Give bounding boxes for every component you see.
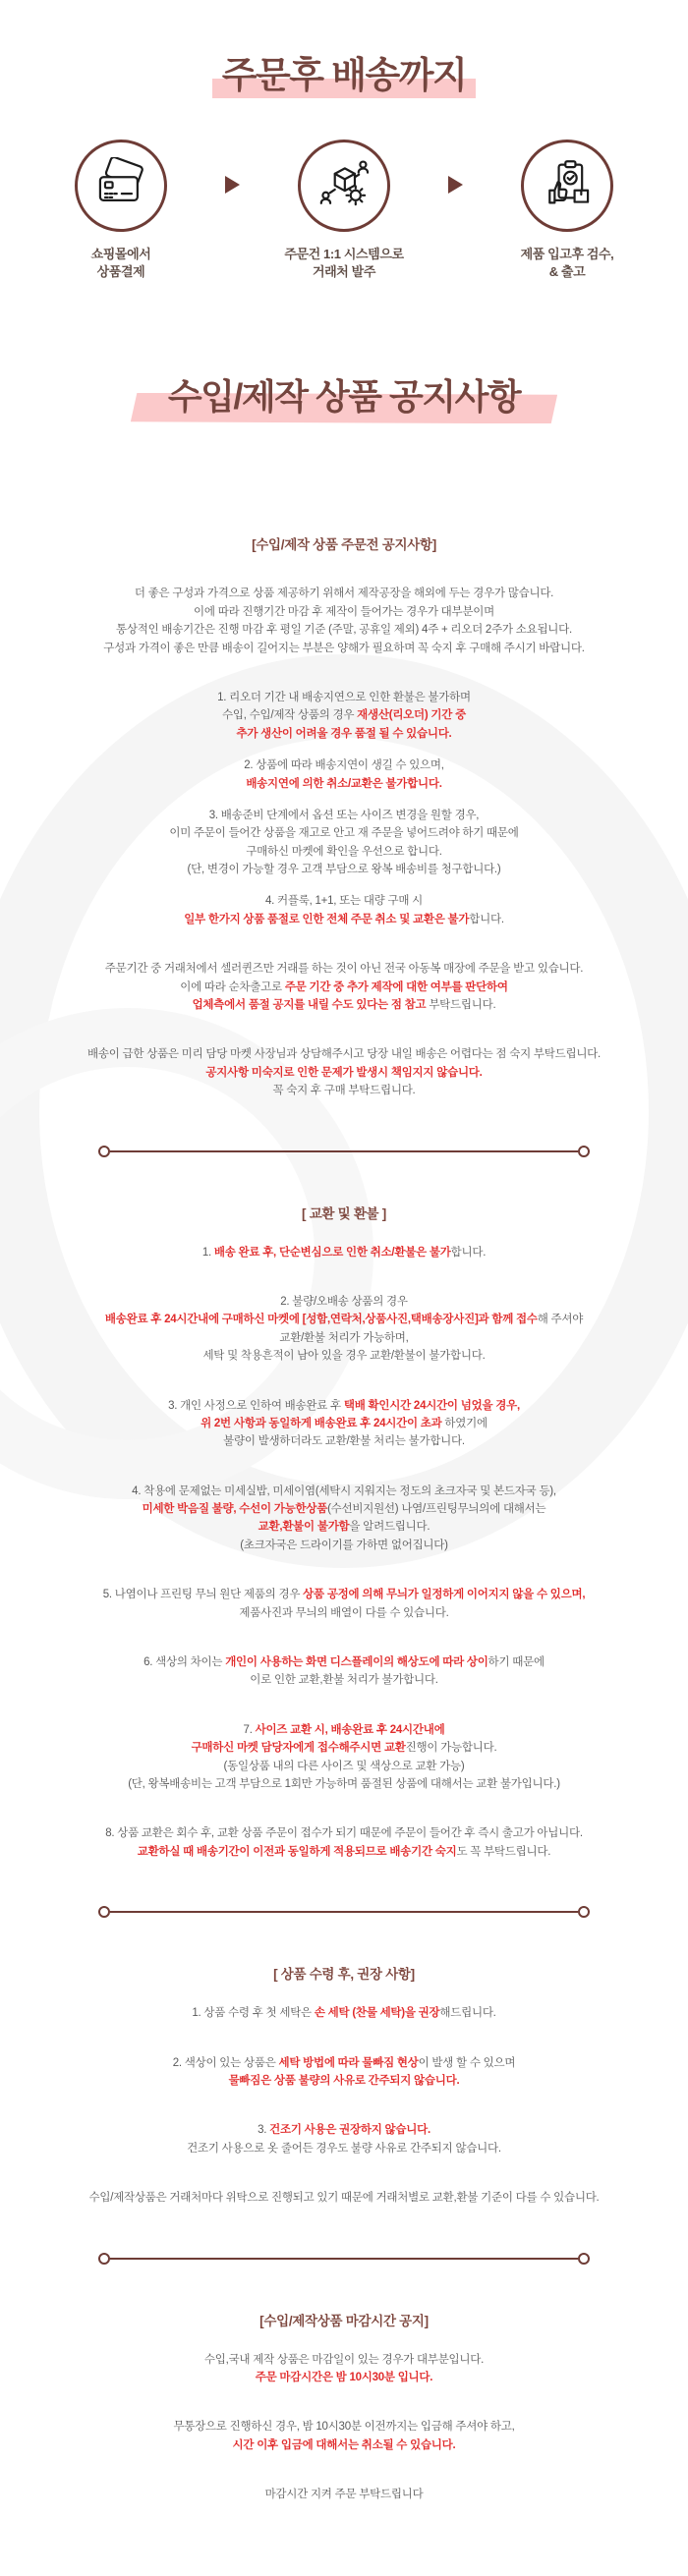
notice-paragraph	[24, 1824, 664, 1861]
body-text: 무통장으로 진행하신 경우, 밤 10시30분 이전까지는 입금해 주셔야 하고,	[173, 2421, 515, 2434]
notice-paragraph	[24, 2351, 664, 2387]
divider-endpoint-dot	[98, 2253, 110, 2265]
section-heading: [수입/제작상품 마감시간 공지]	[259, 2313, 429, 2328]
body-text: 이 발생 할 수 있으며	[418, 2056, 516, 2069]
body-text: 해 주셔야	[537, 1314, 584, 1326]
body-text: 5. 나염이나 프린팅 무늬 원단 제품의 경우	[102, 1589, 304, 1601]
emphasis-red-text: 손 세탁 (찬물 세탁)을 권장	[314, 2007, 440, 2020]
body-text: (단, 변경이 가능할 경우 고객 부담으로 왕복 배송비를 청구합니다.)	[187, 864, 501, 876]
body-text: 이에 따라 순차출고로	[180, 980, 285, 993]
emphasis-red-text: 추가 생산이 어려울 경우 품절 될 수 있습니다.	[236, 727, 452, 740]
notice-paragraph	[24, 689, 664, 743]
body-text: 7.	[243, 1723, 256, 1736]
step-label: 주문건 1:1 시스템으로 거래처 발주	[284, 247, 404, 280]
divider-line	[110, 2258, 578, 2260]
body-text: 2. 상품에 따라 배송지연이 생길 수 있으며,	[244, 759, 444, 772]
section-heading: [ 교환 및 환불 ]	[302, 1205, 386, 1221]
body-text: 더 좋은 구성과 가격으로 상품 제공하기 위해서 제작공장을 해외에 두는 경우가 많습니다.	[134, 588, 554, 600]
body-text: 3.	[258, 2124, 270, 2137]
body-text: 4. 착용에 문제없는 미세실밥, 미세이염(세탁시 지워지는 정도의 초크자국 및 본드자국 등),	[132, 1484, 556, 1497]
step-circle	[521, 140, 613, 232]
notice-paragraph	[24, 2418, 664, 2454]
body-text: (초크자국은 드라이기를 가하면 없어집니다)	[240, 1539, 448, 1551]
body-text: 하였기에	[441, 1417, 487, 1429]
notice-paragraph	[24, 1483, 664, 1555]
divider-endpoint-dot	[578, 2253, 590, 2265]
notice-paragraph	[24, 2004, 664, 2022]
divider-endpoint-dot	[98, 1906, 110, 1918]
body-text: 건조기 사용으로 옷 줄어든 경우도 불량 사유로 간주되지 않습니다.	[187, 2142, 501, 2155]
body-text: 8. 상품 교환은 회수 후, 교환 상품 주문이 접수가 되기 때문에 주문이 들어간 후 즉시 출고가 아닙니다.	[105, 1827, 583, 1840]
body-text: 1.	[201, 1246, 214, 1259]
divider-line	[110, 1911, 578, 1913]
body-text: (동일상품 내의 다른 사이즈 및 색상으로 교환 가능)	[223, 1760, 465, 1772]
page-title-text: 주문후 배송까지	[212, 55, 476, 98]
section-heading: [ 상품 수령 후, 권장 사항]	[273, 1967, 415, 1983]
notice-page	[0, 45, 688, 2576]
emphasis-red-text: 물빠짐은 상품 불량의 사유로 간주되지 않습니다.	[228, 2074, 460, 2087]
step-payment	[38, 140, 203, 281]
step-label: 쇼핑몰에서 상품결제	[90, 247, 151, 280]
divider-endpoint-dot	[578, 1906, 590, 1918]
emphasis-red-text: 배송 완료 후, 단순변심으로 인한 취소/환불은 불가	[213, 1246, 451, 1259]
arrow-right-icon	[448, 176, 463, 194]
notice-section-title-text: 수입/제작 상품 공지사항	[164, 369, 524, 420]
body-text: 이로 인한 교환,환불 처리가 불가합니다.	[250, 1674, 438, 1687]
step-circle	[75, 140, 167, 232]
body-text: (단, 왕복배송비는 고객 부담으로 1회만 가능하며 품절된 상품에 대해서는 교환 불가입니다.)	[128, 1778, 560, 1790]
emphasis-red-text: 주문 마감시간은 밤 10시30분 입니다.	[255, 2371, 433, 2383]
emphasis-red-text: 재생산(리오더) 기간 중	[357, 709, 466, 722]
body-text: 합니다.	[469, 913, 504, 925]
emphasis-red-text: 교환,환불이 불가함	[258, 1521, 350, 1534]
divider-endpoint-dot	[578, 1146, 590, 1157]
body-text: 2. 색상이 있는 상품은	[172, 2056, 279, 2069]
body-text: 6. 색상의 차이는	[143, 1656, 226, 1669]
section-divider	[98, 1906, 590, 1918]
step-circle	[298, 140, 390, 232]
emphasis-red-text: 업체측에서 품절 공지를 내릴 수도 있다는 점 참고	[192, 999, 427, 1012]
emphasis-red-text: 구매하신 마켓 담당자에게 접수해주시면 교환	[191, 1742, 406, 1755]
notice-paragraph	[24, 2054, 664, 2091]
emphasis-red-text: 택배 확인시간 24시간이 넘었을 경우,	[343, 1399, 520, 1412]
emphasis-red-text: 배송지연에 의한 취소/교환은 불가합니다.	[246, 777, 442, 790]
notice-paragraph	[24, 1586, 664, 1622]
body-text: 제품사진과 무늬의 배열이 다를 수 있습니다.	[239, 1606, 449, 1619]
emphasis-red-text: 개인이 사용하는 화면 디스플레이의 해상도에 따라 상이	[225, 1656, 488, 1669]
section-divider	[98, 2253, 590, 2265]
notice-paragraph	[24, 1293, 664, 1366]
body-text: 주문기간 중 거래처에서 셀러퀸즈만 거래를 하는 것이 아닌 전국 아동복 매장에 주문을 받고 있습니다.	[104, 963, 584, 976]
emphasis-red-text: 건조기 사용은 권장하지 않습니다.	[269, 2124, 430, 2137]
notice-paragraph	[24, 756, 664, 793]
page-title	[0, 45, 688, 98]
emphasis-red-text: 공지사항 미숙지로 인한 문제가 발생시 책임지지 않습니다.	[205, 1066, 483, 1079]
order-flow-steps	[0, 140, 688, 281]
order-system-icon	[317, 157, 371, 215]
notice-blocks	[0, 533, 688, 2576]
section-heading: [수입/제작 상품 주문전 공지사항]	[252, 537, 436, 553]
body-text: 배송이 급한 상품은 미리 담당 마켓 사장님과 상담해주시고 당장 내일 배송은 어렵다는 점 숙지 부탁드립니다.	[87, 1048, 601, 1061]
step-inspection	[485, 140, 650, 281]
body-text: 을 알려드립니다.	[349, 1521, 430, 1534]
emphasis-red-text: 세탁 방법에 따라 물빠짐 현상	[278, 2056, 419, 2069]
notice-paragraph	[24, 1397, 664, 1451]
body-text: (수선비지원선) 나염/프린팅무늬의에 대해서는	[327, 1503, 546, 1516]
notice-paragraph	[24, 1244, 664, 1261]
notice-paragraph	[24, 1045, 664, 1099]
body-text: 이미 주문이 들어간 상품을 재고로 안고 재 주문을 넣어드려야 하기 때문에	[169, 827, 519, 840]
body-text: 해드립니다.	[439, 2007, 496, 2020]
body-text: 부탁드립니다.	[426, 999, 496, 1012]
section-divider	[98, 1146, 590, 1157]
body-text: 4. 커플룩, 1+1, 또는 대량 구매 시	[265, 895, 423, 908]
divider-endpoint-dot	[98, 1146, 110, 1157]
notice-paragraph	[24, 2189, 664, 2207]
emphasis-red-text: 주문 기간 중 추가 제작에 대한 여부를 판단하여	[284, 980, 508, 993]
notice-paragraph	[24, 585, 664, 657]
body-text: 2. 불량/오배송 상품의 경우	[280, 1295, 408, 1308]
emphasis-red-text: 사이즈 교환 시, 배송완료 후 24시간내에	[255, 1723, 445, 1736]
step-order-system	[261, 140, 427, 281]
notice-paragraph	[24, 1721, 664, 1794]
notice-paragraph	[24, 2121, 664, 2157]
notice-section-title	[0, 369, 688, 420]
body-text: 수입/제작상품은 거래처마다 위탁으로 진행되고 있기 때문에 거래처별로 교환,환불 기준이 다를 수 있습니다.	[88, 2192, 600, 2205]
emphasis-red-text: 미세한 박음질 불량, 수선이 가능한상품	[142, 1503, 328, 1516]
divider-line	[110, 1150, 578, 1152]
emphasis-red-text: 시간 이후 입금에 대해서는 취소될 수 있습니다.	[232, 2438, 456, 2451]
body-text: 구매하신 마켓에 확인을 우선으로 합니다.	[246, 845, 442, 858]
notice-paragraph	[24, 892, 664, 928]
emphasis-red-text: 교환하실 때 배송기간이 이전과 동일하게 적용되므로 배송기간 숙지	[137, 1845, 457, 1858]
body-text: 꼭 숙지 후 구매 부탁드립니다.	[272, 1085, 416, 1097]
body-text: 하기 때문에	[487, 1656, 545, 1669]
body-text: 1. 리오더 기간 내 배송지연으로 인한 환불은 불가하며	[217, 691, 471, 703]
emphasis-red-text: 배송완료 후 24시간내에 구매하신 마켓에 [성함,연락처,상품사진,택배송장사진]과 함께 접수	[104, 1314, 538, 1326]
body-text: 3. 개인 사정으로 인하여 배송완료 후	[168, 1399, 344, 1412]
body-text: 불량이 발생하더라도 교환/환불 처리는 불가합니다.	[223, 1435, 465, 1448]
emphasis-red-text: 상품 공정에 의해 무늬가 일정하게 이어지지 않을 수 있으며,	[303, 1589, 586, 1601]
inspection-shipping-icon	[541, 157, 594, 215]
arrow-right-icon	[225, 176, 240, 194]
body-text: 1. 상품 수령 후 첫 세탁은	[192, 2007, 315, 2020]
body-text: 수입,국내 제작 상품은 마감일이 있는 경우가 대부분입니다.	[203, 2353, 485, 2366]
body-text: 이에 따라 진행기간 마감 후 제작이 들어가는 경우가 대부분이며	[194, 605, 494, 618]
emphasis-red-text: 위 2번 사항과 동일하게 배송완료 후 24시간이 초과	[201, 1417, 442, 1429]
body-text: 구성과 가격이 좋은 만큼 배송이 길어지는 부분은 양해가 필요하며 꼭 숙지 후 구매해 주시기 바랍니다.	[103, 642, 585, 654]
notice-paragraph	[24, 807, 664, 879]
body-text: 진행이 가능합니다.	[405, 1742, 497, 1755]
credit-card-icon	[94, 157, 147, 215]
body-text: 통상적인 배송기간은 진행 마감 후 평일 기준 (주말, 공휴일 제외) 4주 + 리오더 2주가 소요됩니다.	[116, 624, 572, 637]
body-text: 도 꼭 부탁드립니다.	[456, 1845, 551, 1858]
step-label: 제품 입고후 검수, & 출고	[520, 247, 614, 280]
notice-paragraph	[24, 2486, 664, 2503]
body-text: 마감시간 지켜 주문 부탁드립니다	[264, 2489, 424, 2501]
notice-paragraph	[24, 960, 664, 1014]
body-text: 교환/환불 처리가 가능하며,	[279, 1331, 409, 1344]
body-text: 수입, 수입/제작 상품의 경우	[222, 709, 358, 722]
emphasis-red-text: 일부 한가지 상품 품절로 인한 전체 주문 취소 및 교환은 불가	[184, 913, 470, 925]
body-text: 합니다.	[450, 1246, 487, 1259]
notice-paragraph	[24, 1653, 664, 1690]
body-text: 세탁 및 착용흔적이 남아 있을 경우 교환/환불이 불가합니다.	[202, 1350, 486, 1363]
body-text: 3. 배송준비 단계에서 옵션 또는 사이즈 변경을 원할 경우,	[208, 809, 480, 821]
